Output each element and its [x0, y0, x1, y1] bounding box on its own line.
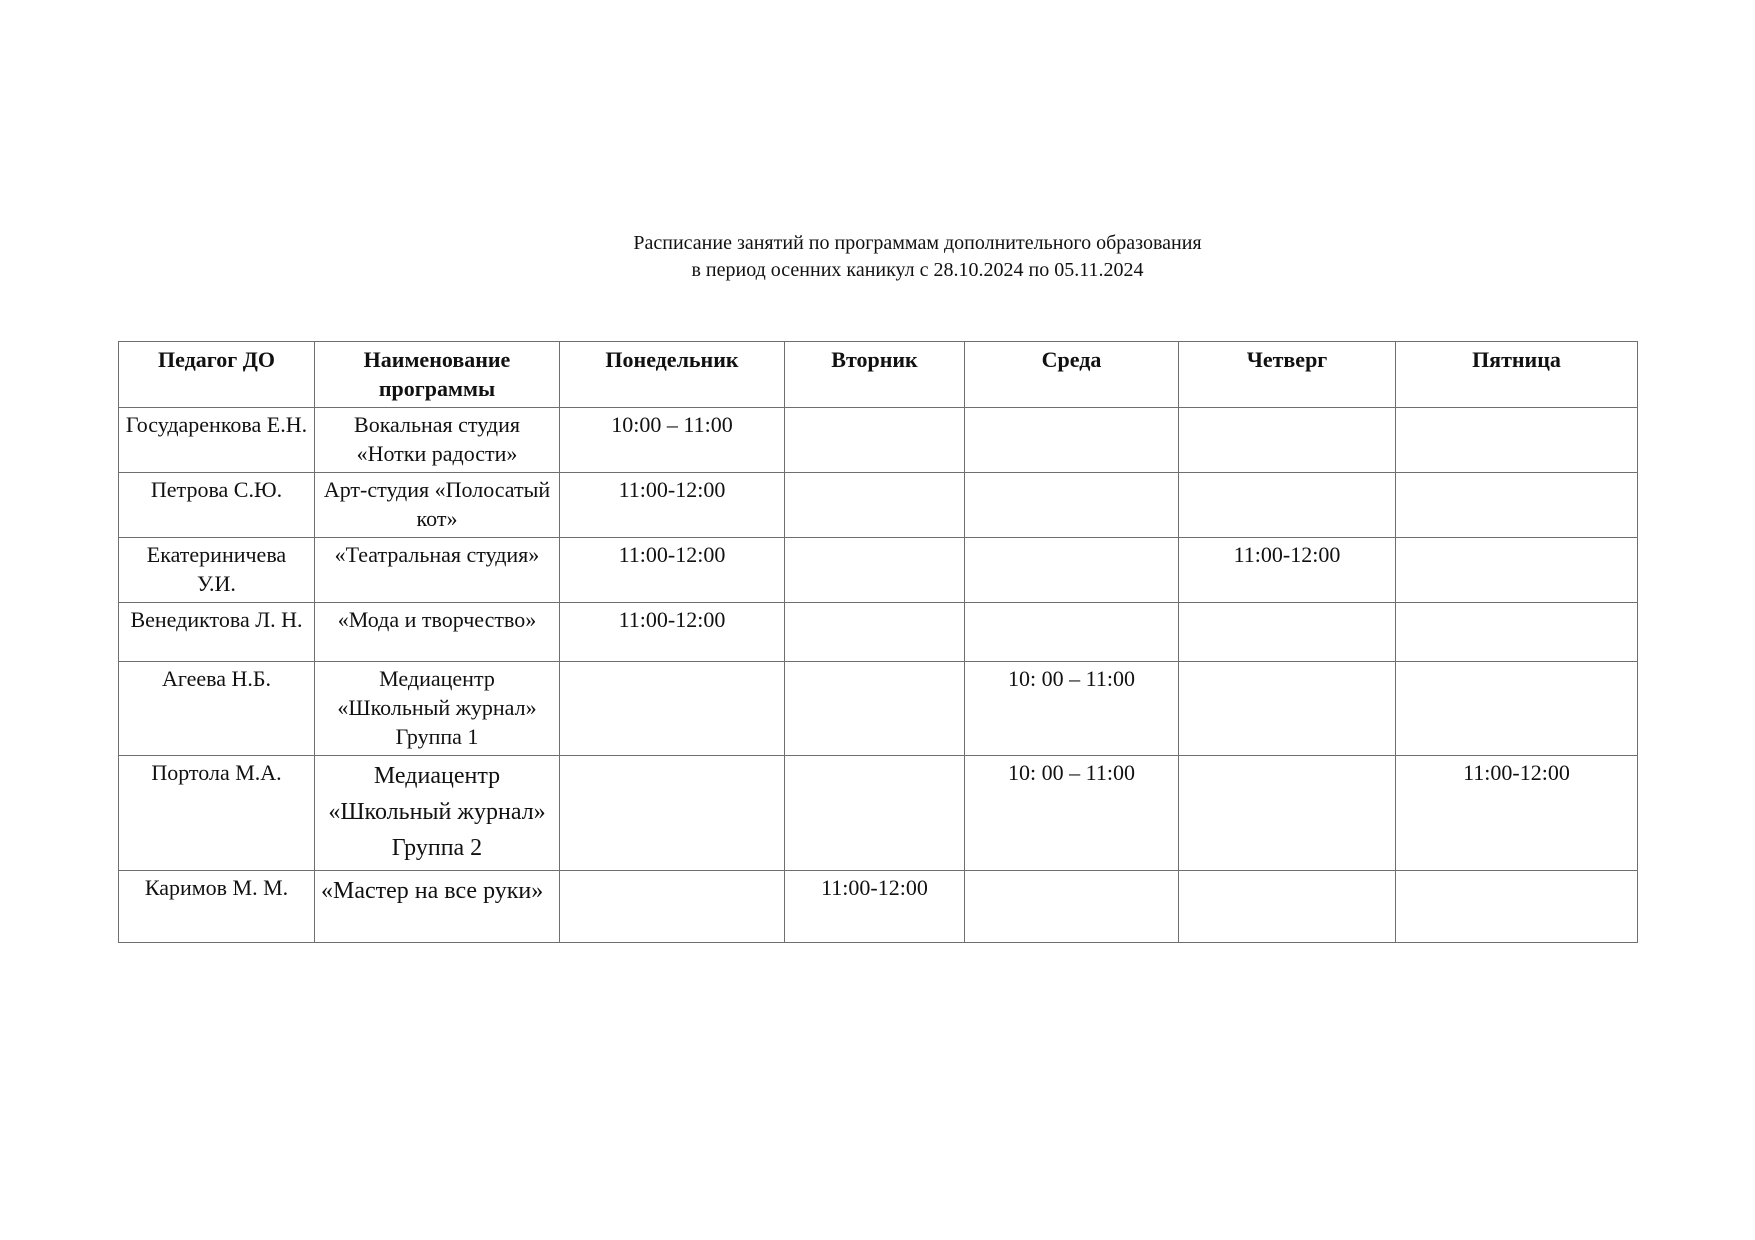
monday-cell [560, 662, 785, 756]
wednesday-cell [965, 538, 1179, 603]
friday-cell [1396, 662, 1638, 756]
friday-cell: 11:00-12:00 [1396, 756, 1638, 871]
teacher-cell: Агеева Н.Б. [119, 662, 315, 756]
wednesday-cell: 10: 00 – 11:00 [965, 662, 1179, 756]
thursday-cell [1179, 662, 1396, 756]
table-row [119, 538, 1638, 603]
thursday-cell [1179, 756, 1396, 871]
teacher-cell: Государенкова Е.Н. [119, 408, 315, 473]
table-row [119, 473, 1638, 538]
tuesday-cell: 11:00-12:00 [785, 871, 965, 943]
program-cell: «Мастер на все руки» [315, 871, 560, 943]
teacher-cell: Каримов М. М. [119, 871, 315, 943]
header-program: Наименование программы [315, 342, 560, 408]
schedule-table [118, 341, 1638, 943]
header-wednesday: Среда [965, 342, 1179, 408]
header-friday: Пятница [1396, 342, 1638, 408]
teacher-cell: Петрова С.Ю. [119, 473, 315, 538]
teacher-cell: Екатериничева У.И. [119, 538, 315, 603]
wednesday-cell: 10: 00 – 11:00 [965, 756, 1179, 871]
monday-cell: 11:00-12:00 [560, 473, 785, 538]
friday-cell [1396, 871, 1638, 943]
program-cell: «Театральная студия» [315, 538, 560, 603]
monday-cell [560, 871, 785, 943]
thursday-cell [1179, 408, 1396, 473]
tuesday-cell [785, 408, 965, 473]
table-row [119, 871, 1638, 943]
monday-cell: 11:00-12:00 [560, 603, 785, 662]
header-thursday: Четверг [1179, 342, 1396, 408]
table-row [119, 408, 1638, 473]
program-cell: Медиацентр «Школьный журнал» Группа 2 [315, 756, 560, 871]
header-teacher: Педагог ДО [119, 342, 315, 408]
table-row [119, 662, 1638, 756]
program-cell: «Мода и творчество» [315, 603, 560, 662]
table-header-row [119, 342, 1638, 408]
teacher-cell: Портола М.А. [119, 756, 315, 871]
wednesday-cell [965, 473, 1179, 538]
tuesday-cell [785, 756, 965, 871]
friday-cell [1396, 473, 1638, 538]
header-monday: Понедельник [560, 342, 785, 408]
table-row [119, 603, 1638, 662]
friday-cell [1396, 408, 1638, 473]
program-cell: Вокальная студия «Нотки радости» [315, 408, 560, 473]
friday-cell [1396, 538, 1638, 603]
wednesday-cell [965, 603, 1179, 662]
wednesday-cell [965, 408, 1179, 473]
document-title [0, 230, 1755, 284]
table-row [119, 756, 1638, 871]
thursday-cell [1179, 473, 1396, 538]
wednesday-cell [965, 871, 1179, 943]
program-cell: Медиацентр «Школьный журнал» Группа 1 [315, 662, 560, 756]
program-cell: Арт-студия «Полосатый кот» [315, 473, 560, 538]
thursday-cell: 11:00-12:00 [1179, 538, 1396, 603]
thursday-cell [1179, 603, 1396, 662]
tuesday-cell [785, 662, 965, 756]
tuesday-cell [785, 473, 965, 538]
title-line-1: Расписание занятий по программам дополнительного образования [633, 232, 1202, 254]
tuesday-cell [785, 603, 965, 662]
title-line-2: в период осенних каникул с 28.10.2024 по 05.11.2024 [691, 259, 1144, 281]
monday-cell: 11:00-12:00 [560, 538, 785, 603]
tuesday-cell [785, 538, 965, 603]
teacher-cell: Венедиктова Л. Н. [119, 603, 315, 662]
thursday-cell [1179, 871, 1396, 943]
friday-cell [1396, 603, 1638, 662]
header-tuesday: Вторник [785, 342, 965, 408]
monday-cell: 10:00 – 11:00 [560, 408, 785, 473]
monday-cell [560, 756, 785, 871]
